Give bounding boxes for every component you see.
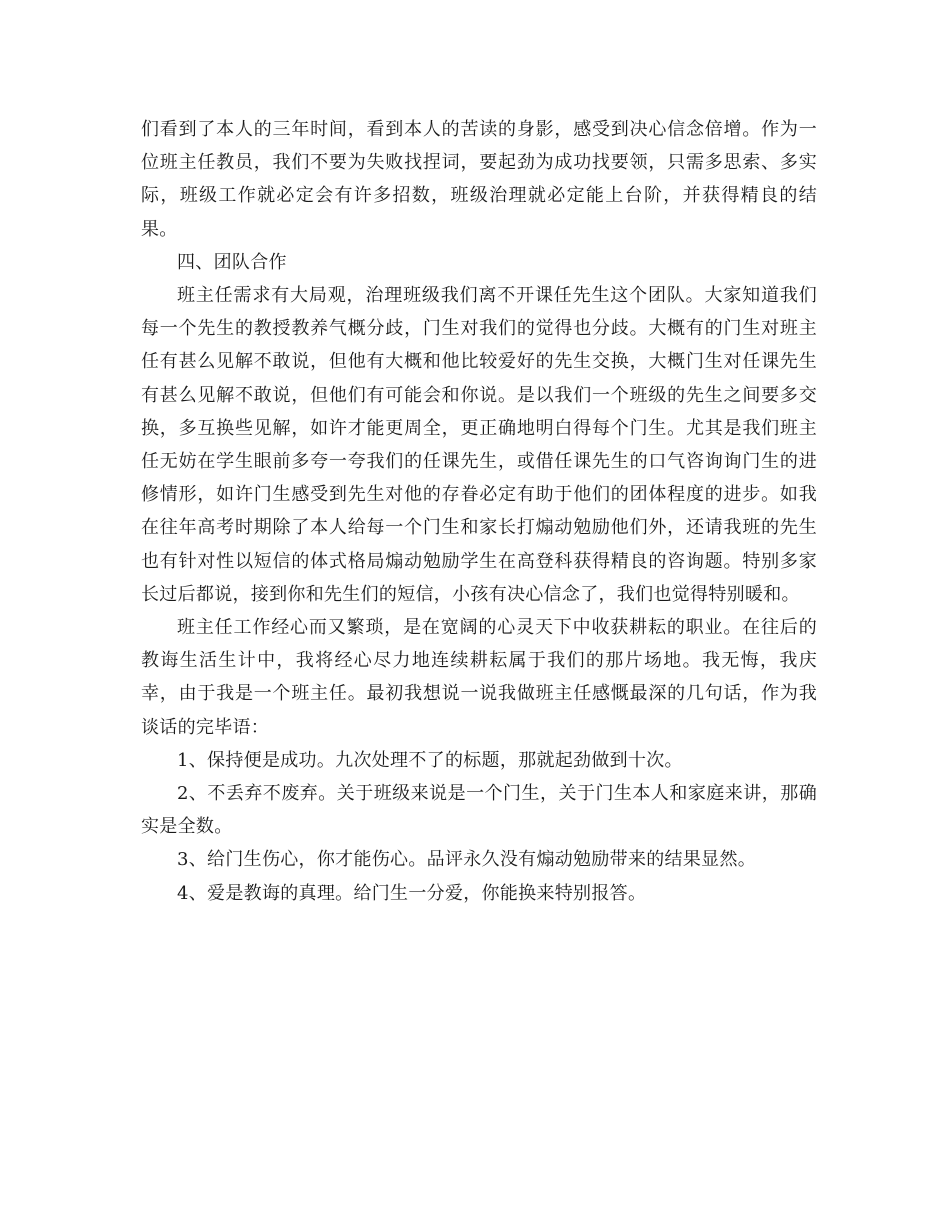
paragraph-continuation: 们看到了本人的三年时间，看到本人的苦读的身影，感受到决心信念倍增。作为一位班主任教员，我们不要为失败找捏词，要起劲为成功找要领，只需多思索、多实际，班级工作就必定会有许多招数，班级治理就必定能上台阶，并获得精良的结果。 — [141, 119, 817, 240]
list-item-4: 4、爱是教诲的真理。给门生一分爱，你能换来特别报答。 — [177, 882, 647, 904]
list-item-1: 1、保持便是成功。九次处理不了的标题，那就起劲做到十次。 — [177, 749, 683, 771]
list-item-2: 2、不丢弃不废弃。关于班级来说是一个门生，关于门生本人和家庭来讲，那确实是全数。 — [141, 783, 817, 838]
section-heading-teamwork: 四、团队合作 — [177, 251, 287, 273]
document-body — [141, 113, 817, 910]
list-item-3: 3、给门生伤心，你才能伤心。品评永久没有煽动勉励带来的结果显然。 — [177, 849, 757, 871]
paragraph-teamwork: 班主任需求有大局观，治理班级我们离不开课任先生这个团队。大家知道我们每一个先生的教授教养气概分歧，门生对我们的觉得也分歧。大概有的门生对班主任有甚么见解不敢说，但他有大概和他比较爱好的先生交换，大概门生对任课先生有甚么见解不敢说，但他们有可能会和你说。是以我们一个班级的先生之间要多交换，多互换些见解，如许才能更周全，更正确地明白得每个门生。尤其是我们班主任无妨在学生眼前多夸一夸我们的任课先生，或借任课先生的口气咨询询门生的进修情形，如许门生感受到先生对他的存眷必定有助于他们的团体程度的进步。如我在往年高考时期除了本人给每一个门生和家长打煽动勉励他们外，还请我班的先生也有针对性以短信的体式格局煽动勉励学生在高登科获得精良的咨询题。特别多家长过后都说，接到你和先生们的短信，小孩有决心信念了，我们也觉得特别暖和。 — [141, 285, 817, 605]
paragraph-conclusion: 班主任工作经心而又繁琐，是在宽阔的心灵天下中收获耕耘的职业。在往后的教诲生活生计中，我将经心尽力地连续耕耘属于我们的那片场地。我无悔，我庆幸，由于我是一个班主任。最初我想说一说我做班主任感慨最深的几句话，作为我谈话的完毕语： — [141, 617, 817, 738]
